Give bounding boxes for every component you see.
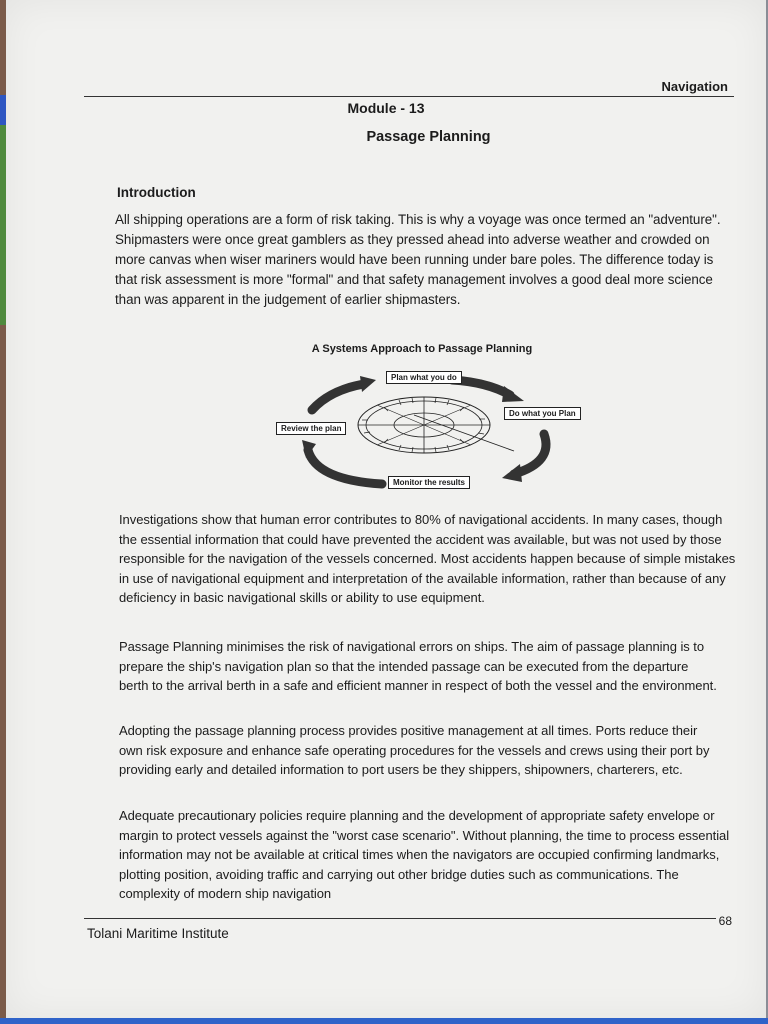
label-monitor-the-results: Monitor the results bbox=[388, 476, 470, 489]
arrow-review-to-plan-icon bbox=[312, 384, 364, 410]
compass-rose-icon bbox=[358, 397, 514, 453]
footer-rule bbox=[84, 918, 716, 919]
document-page bbox=[6, 0, 766, 1018]
paragraph-policies: Adequate precautionary policies require planning and the development of appropriate safety envelope or margin to protect vessels against the "worst case scenario". Without planning, the time to process essential information may not be available at critical times when the navigators are occupied confirming landmarks, plotting position, avoiding traffic and carrying out other bridge duties such as communications. The complexity of modern ship navigation bbox=[119, 808, 730, 901]
arrow-monitor-to-review-icon bbox=[308, 450, 382, 484]
label-do-what-you-plan: Do what you Plan bbox=[504, 407, 581, 420]
paragraph-aim: Passage Planning minimises the risk of navigational errors on ships. The aim of passage planning is to prepare the ship's navigation plan so that the intended passage can be executed from the departure berth to the arrival berth in a safe and efficient manner in respect of both the vessel and the environment. bbox=[119, 639, 717, 693]
introduction-paragraph: All shipping operations are a form of risk taking. This is why a voyage was once termed an "adventure". Shipmasters were once great gamblers as they pressed ahead into adverse weather and crowded on more canvas when wiser mariners would have been running under bare poles. The difference today is that risk assessment is more "formal" and that safety management involves a good deal more science than was apparent in the judgement of earlier shipmasters. bbox=[115, 212, 721, 307]
running-header: Navigation bbox=[661, 79, 728, 94]
footer-institute: Tolani Maritime Institute bbox=[87, 926, 229, 941]
label-review-the-plan: Review the plan bbox=[276, 422, 346, 435]
label-plan-what-you-do: Plan what you do bbox=[386, 371, 462, 384]
page-number: 68 bbox=[718, 914, 732, 928]
module-title: Passage Planning bbox=[366, 129, 491, 145]
paragraph-ports: Adopting the passage planning process provides positive management at all times. Ports reduce their own risk exposure and enhance safe operating procedures for the vessels and crews using their port by providing early and detailed information to port users be they shippers, shipowners, charterers, etc. bbox=[119, 723, 710, 777]
header-rule bbox=[84, 96, 734, 97]
systems-approach-diagram bbox=[272, 340, 602, 500]
diagram-title: A Systems Approach to Passage Planning bbox=[311, 343, 533, 355]
page-bottom-edge bbox=[0, 1018, 768, 1024]
module-number: Module - 13 bbox=[347, 100, 425, 116]
paragraph-human-error: Investigations show that human error contributes to 80% of navigational accidents. In many cases, though the essential information that could have prevented the accident was available, but was not used by those responsible for the navigation of the vessels concerned. Most accidents happen because of simple mistakes in use of navigational equipment and interpretation of the available information, rather than because of any deficiency in basic navigational skills or ability to use equipment. bbox=[119, 512, 736, 605]
introduction-heading: Introduction bbox=[117, 185, 196, 200]
